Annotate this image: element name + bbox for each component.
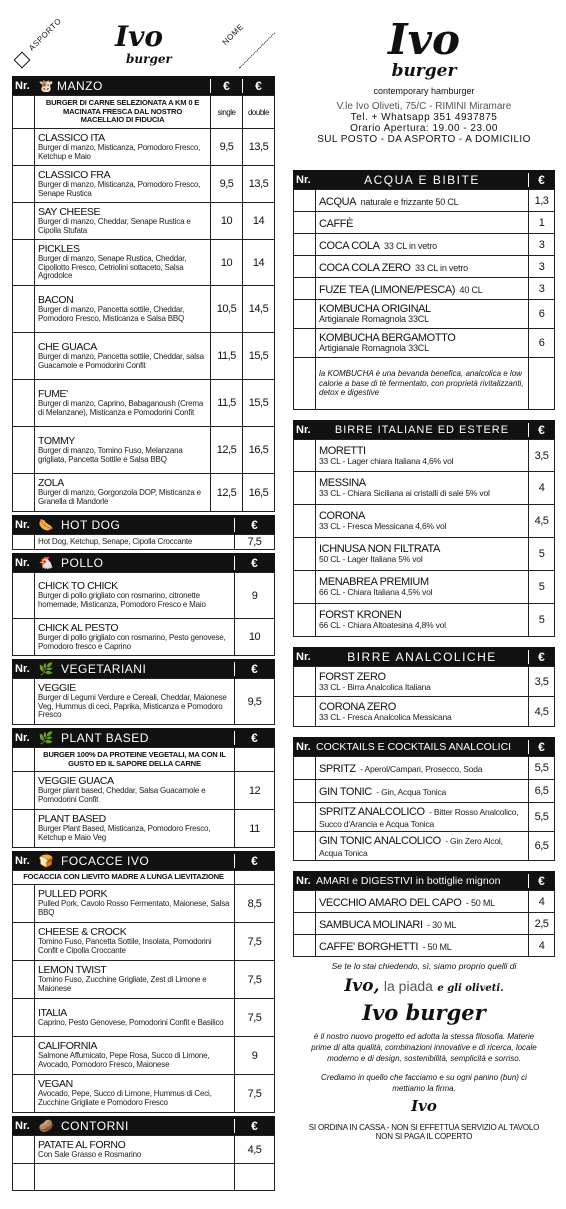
vegetariani-table <box>12 678 275 725</box>
item-desc: Burger di manzo, Senape Rustica, Cheddar, Cipollotto Fresco, Cetriolini sottaceto, Salsa Agrodolce <box>38 254 187 281</box>
price: 5 <box>529 538 555 571</box>
item-name: LEMON TWIST <box>38 964 107 977</box>
nr-label: Nr. <box>296 650 311 663</box>
contorni-table <box>12 1135 275 1191</box>
item-desc: 33 CL - Fresca Messicana 4,6% vol <box>319 521 447 532</box>
item-name: ITALIA <box>38 1006 67 1019</box>
item-name: COCA COLA <box>319 239 380 252</box>
nr-label: Nr. <box>15 731 30 744</box>
pollo-header <box>12 553 275 572</box>
footer-paragraph: è il nostro nuovo progetto ed adotta la stessa filosofia. Materie prime di alta qualità, combinazioni innovative e di ricerca, locale moderno e di design, sostenibilità, semplicità e sorriso. <box>311 1032 537 1063</box>
menu-item[interactable] <box>294 190 555 212</box>
item-desc: 33 CL in vetro <box>415 262 468 273</box>
focacce-header <box>12 851 275 870</box>
euro-icon: € <box>234 854 274 868</box>
price: 4 <box>529 891 555 913</box>
item-name: CLASSICO FRA <box>38 168 111 181</box>
price-double: 15,5 <box>243 333 275 380</box>
euro-icon: € <box>234 518 274 532</box>
section-title: CONTORNI <box>61 1118 129 1133</box>
menu-item[interactable] <box>13 129 275 166</box>
hours: Orario Apertura: 19.00 - 23.00 <box>350 123 498 134</box>
brand-sub: burger <box>391 61 457 81</box>
item-name: KOMBUCHA ORIGINAL <box>319 303 431 316</box>
euro-icon: € <box>528 173 554 187</box>
section-title: PLANT BASED <box>61 730 149 745</box>
item-name: SAMBUCA MOLINARI <box>319 918 423 931</box>
item-name: ICHNUSA NON FILTRATA <box>319 543 440 556</box>
menu-item[interactable] <box>13 772 275 810</box>
amari-table <box>293 890 555 957</box>
nr-label: Nr. <box>296 423 311 436</box>
footer <box>293 961 555 1141</box>
nr-label: Nr. <box>15 1119 30 1132</box>
cocktails-header <box>293 737 555 756</box>
euro-icon: € <box>242 79 274 93</box>
item-desc: Burger Plant Based, Misticanza, Pomodoro Fresco, Ketchup e Maio Veg <box>38 824 211 842</box>
manzo-table <box>12 95 275 512</box>
price-double: 14,5 <box>243 286 275 333</box>
hotdog-icon: 🌭 <box>38 517 54 532</box>
menu-item[interactable] <box>13 573 275 619</box>
footer-brand: Ivo burger <box>362 1000 486 1025</box>
nome-label: NOME <box>220 22 246 47</box>
footer-paragraph-2: Crediamo in quello che facciamo e su ogni panino (bun) ci mettiamo la firma. <box>321 1073 527 1093</box>
item-name: PULLED PORK <box>38 888 108 901</box>
menu-item[interactable] <box>13 885 275 923</box>
item-desc: Caprino, Pesto Genovese, Pomodorini Confit e Basilico <box>38 1017 224 1027</box>
nr-label: Nr. <box>15 662 30 675</box>
asporto-label: ASPORTO <box>27 16 64 53</box>
item-desc: Burger di manzo, Pancetta sottile, Cheddar, Pomodoro Fresco, Misticanza e Salsa BBQ <box>38 304 185 323</box>
price-double: 14 <box>243 203 275 240</box>
menu-item[interactable] <box>13 619 275 656</box>
footer-bottom-2: NON SI PAGA IL COPERTO <box>375 1132 473 1141</box>
price: 9 <box>235 573 275 619</box>
menu-item[interactable] <box>13 1136 275 1164</box>
price: 7,5 <box>235 961 275 999</box>
acqua-table <box>293 189 555 410</box>
item-desc: Burger di manzo, Cheddar, Senape Rustica e Cipolla Stufata <box>38 216 191 235</box>
item-name: CORONA <box>319 510 365 523</box>
leaf-icon: 🌿 <box>38 661 54 676</box>
footer-intro: Se te lo stai chiedendo, sì, siamo proprio quelli di <box>331 961 517 971</box>
item-desc: 66 CL - Chiara Altoatesina 4,8% vol <box>319 620 446 631</box>
section-title: FOCACCE IVO <box>61 853 150 868</box>
item-name: FUZE TEA (LIMONE/PESCA) <box>319 283 456 296</box>
price-single: 10,5 <box>211 286 243 333</box>
menu-item[interactable] <box>294 278 555 300</box>
item-desc: Artigianale Romagnola 33CL <box>319 343 429 354</box>
item-name: PICKLES <box>38 243 80 256</box>
signature: Ivo <box>411 1097 437 1115</box>
plant-header <box>12 728 275 747</box>
potato-icon: 🥔 <box>38 1118 54 1133</box>
footer-bottom-1: SI ORDINA IN CASSA - NON SI EFFETTUA SERVIZIO AL TAVOLO <box>308 1123 540 1132</box>
euro-icon: € <box>234 556 274 570</box>
item-name: FUME' <box>38 387 68 400</box>
menu-item[interactable] <box>294 913 555 935</box>
item-name: ACQUA <box>319 195 357 208</box>
price-single: 10 <box>211 240 243 286</box>
item-name: PLANT BASED <box>38 813 106 826</box>
euro-icon: € <box>528 650 554 664</box>
item-desc: Tomino Fuso, Zucchine Grigliate, Zest di Limone e Maionese <box>38 975 207 993</box>
contorni-header <box>12 1116 275 1135</box>
menu-item[interactable] <box>294 571 555 604</box>
ivo-word: Ivo, <box>344 976 380 996</box>
price: 6,5 <box>529 780 555 803</box>
section-title: VEGETARIANI <box>61 661 147 676</box>
price: 5 <box>529 604 555 637</box>
section-title: AMARI e DIGESTIVI in bottiglie mignon <box>316 874 501 887</box>
price: 10 <box>235 619 275 656</box>
price-single: 9,5 <box>211 129 243 166</box>
section-title: HOT DOG <box>61 517 121 532</box>
menu-item[interactable] <box>294 780 555 803</box>
section-title: ACQUA E BIBITE <box>364 172 480 187</box>
price-single: 12,5 <box>211 427 243 474</box>
item-desc: naturale e frizzante 50 CL <box>360 196 459 207</box>
menu-item[interactable] <box>13 961 275 999</box>
euro-icon: € <box>234 1119 274 1133</box>
brand-sub: burger <box>126 52 172 66</box>
item-desc: Burger plant based, Cheddar, Salsa Guacamole e Pomodorini Confit <box>38 786 206 804</box>
price: 6,5 <box>529 832 555 861</box>
price: 7,5 <box>235 535 275 550</box>
price: 6 <box>529 329 555 358</box>
price: 7,5 <box>235 999 275 1037</box>
price: 4,5 <box>529 697 555 727</box>
price-single: 9,5 <box>211 166 243 203</box>
item-desc: - Aperol/Campari, Prosecco, Soda <box>360 764 483 774</box>
double-label: double <box>243 96 275 129</box>
menu-item[interactable] <box>13 1037 275 1075</box>
price: 4,5 <box>529 505 555 538</box>
brand-logo: Ivo <box>387 15 461 64</box>
single-label: single <box>211 96 243 129</box>
price-double: 14 <box>243 240 275 286</box>
cow-icon: 🐮 <box>38 78 54 93</box>
menu-item[interactable] <box>294 300 555 329</box>
price: 3,5 <box>529 667 555 697</box>
item-name: CAFFE' BORGHETTI <box>319 940 418 953</box>
bread-icon: 🍞 <box>38 853 54 868</box>
footer-tagline <box>293 976 555 996</box>
price: 4 <box>529 472 555 505</box>
price-single: 10 <box>211 203 243 240</box>
menu-item[interactable] <box>294 329 555 358</box>
menu-item[interactable] <box>294 212 555 234</box>
price: 3 <box>529 234 555 256</box>
price: 3 <box>529 278 555 300</box>
asporto-checkbox[interactable] <box>14 52 31 69</box>
section-title: BIRRE ANALCOLICHE <box>347 649 497 664</box>
item-desc: Con Sale Grasso e Rosmarino <box>38 1149 142 1159</box>
item-desc: Burger di manzo, Gorgonzola DOP, Misticanza e Granella di Mandorle <box>38 488 201 506</box>
item-desc: 40 CL <box>459 284 483 295</box>
price: 4 <box>529 935 555 957</box>
nome-line <box>239 32 275 68</box>
item-desc: Hot Dog, Ketchup, Senape, Cipolla Croccante <box>38 536 193 546</box>
kombucha-note: la KOMBUCHA è una bevanda benefica, analcolica e low calorie a base di tè fermentato, con proprietà rivitalizzanti, detox e digestive <box>319 369 524 398</box>
item-desc: 50 CL - Lager Italiana 5% vol <box>319 554 423 565</box>
plant-note: BURGER 100% DA PROTEINE VEGETALI, MA CON IL GUSTO ED IL SAPORE DELLA CARNE <box>35 748 235 772</box>
right-header <box>293 0 555 170</box>
price: 3 <box>529 256 555 278</box>
price: 6 <box>529 300 555 329</box>
price-single: 11,5 <box>211 333 243 380</box>
phone: Tel. + Whatsapp 351 4937875 <box>350 112 498 123</box>
item-name: MORETTI <box>319 444 366 457</box>
manzo-header <box>12 76 275 95</box>
item-name: VEGAN <box>38 1078 73 1091</box>
address: V.le Ivo Oliveti, 75/C - RIMINI Miramare <box>336 101 512 112</box>
item-name: COCA COLA ZERO <box>319 261 411 274</box>
price-double: 13,5 <box>243 166 275 203</box>
item-name: SAY CHEESE <box>38 205 101 218</box>
section-title: BIRRE ITALIANE ED ESTERE <box>334 423 510 436</box>
item-name: SPRITZ <box>319 763 356 775</box>
item-name: BACON <box>38 293 74 306</box>
item-desc: Avocado, Pepe, Succo di Limone, Hummus di Ceci, Zucchine Grigliate e Pomodoro Fresco <box>38 1089 212 1107</box>
price-double: 13,5 <box>243 129 275 166</box>
item-name: TOMMY <box>38 434 75 447</box>
left-header <box>12 0 275 76</box>
item-desc: Burger di manzo, Caprino, Babaganoush (Crema di Melanzane), Misticanza e Pomodorini Confit <box>38 398 204 417</box>
item-name: VEGGIE GUACA <box>38 775 114 788</box>
item-desc: - Gin Zero Alcol, Acqua Tonica <box>319 835 503 858</box>
item-name: SPRITZ ANALCOLICO <box>319 805 425 818</box>
item-desc: Artigianale Romagnola 33CL <box>319 314 429 325</box>
brand-logo: Ivo <box>115 20 164 53</box>
empty-row <box>13 1164 275 1191</box>
acqua-header <box>293 170 555 189</box>
service: SUL POSTO - DA ASPORTO - A DOMICILIO <box>317 134 531 145</box>
birre-table <box>293 439 555 637</box>
hotdog-header <box>12 515 275 534</box>
item-name: CLASSICO ITA <box>38 131 105 144</box>
item-desc: Pulled Pork, Cavolo Rosso Fermentato, Maionese, Salsa BBQ <box>38 899 230 917</box>
nr-label: Nr. <box>15 556 30 569</box>
item-name: KOMBUCHA BERGAMOTTO <box>319 332 456 345</box>
menu-item[interactable] <box>13 240 275 286</box>
left-column <box>12 0 275 1191</box>
item-name: MESSINA <box>319 477 366 490</box>
item-desc: - Gin, Acqua Tonica <box>376 787 447 797</box>
menu-item[interactable] <box>13 535 275 550</box>
item-name: CHICK TO CHICK <box>38 580 118 593</box>
chicken-icon: 🐔 <box>38 555 54 570</box>
menu-item[interactable] <box>294 935 555 957</box>
amari-header <box>293 871 555 890</box>
euro-icon: € <box>528 874 554 888</box>
euro-icon: € <box>210 79 242 93</box>
piada-word: la piada <box>383 978 433 994</box>
vegetariani-header <box>12 659 275 678</box>
price-single: 12,5 <box>211 474 243 512</box>
item-desc: Burger di pollo grigliato con rosmarino, Pesto genovese, Pomodoro fresco e Caprino <box>38 632 226 651</box>
item-name: CHEESE & CROCK <box>38 926 127 939</box>
item-name: CHICK AL PESTO <box>38 621 119 634</box>
item-desc: Burger di manzo, Misticanza, Pomodoro Fresco, Ketchup e Maio <box>38 142 201 161</box>
item-name: FORST KRONEN <box>319 609 402 622</box>
item-desc: Burger di Legumi Verdure e Cereali, Cheddar, Maionese Veg, Hummus di ceci, Paprika, Misticanza e Pomodoro Fresco <box>38 693 227 720</box>
euro-icon: € <box>528 740 554 754</box>
price: 7,5 <box>235 923 275 961</box>
plant-table <box>12 747 275 848</box>
price-double: 16,5 <box>243 474 275 512</box>
item-desc: Tomino Fuso, Pancetta Sottile, Insolata, Pomodorini Confit e Cipolla Croccante <box>38 937 212 955</box>
item-name: MENABREA PREMIUM <box>319 576 429 589</box>
birre-header <box>293 420 555 439</box>
price-single: 11,5 <box>211 380 243 427</box>
section-title: MANZO <box>57 78 103 93</box>
item-desc: 33 CL - Chiara Siciliana ai cristalli di sale 5% vol <box>319 488 490 499</box>
item-name: VECCHIO AMARO DEL CAPO <box>319 896 462 909</box>
item-desc: - 50 ML <box>465 897 495 908</box>
tagline: contemporary hamburger <box>373 86 475 96</box>
price: 11 <box>235 810 275 848</box>
item-desc: 33 CL in vetro <box>384 240 437 251</box>
item-name: PATATE AL FORNO <box>38 1138 126 1151</box>
leaf-icon: 🌿 <box>38 730 54 745</box>
menu-item[interactable] <box>294 757 555 780</box>
price: 8,5 <box>235 885 275 923</box>
focacce-table <box>12 870 275 1113</box>
price-double: 16,5 <box>243 427 275 474</box>
item-name: GIN TONIC ANALCOLICO <box>319 834 441 847</box>
hotdog-table <box>12 534 275 550</box>
menu-item[interactable] <box>13 1075 275 1113</box>
item-name: CAFFÈ <box>319 217 354 230</box>
nr-label: Nr. <box>15 79 30 92</box>
menu-item[interactable] <box>294 472 555 505</box>
pollo-table <box>12 572 275 656</box>
price: 9,5 <box>235 679 275 725</box>
price: 2,5 <box>529 913 555 935</box>
item-name: CHE GUACA <box>38 340 97 353</box>
menu-item[interactable] <box>13 380 275 427</box>
focacce-note: FOCACCIA CON LIEVITO MADRE A LUNGA LIEVITAZIONE <box>13 871 235 885</box>
price: 1,3 <box>529 190 555 212</box>
item-desc: Salmone Affumicato, Pepe Rosa, Succo di Limone, Avocado, Pomodoro Fresco, Maionese <box>38 1051 210 1069</box>
item-desc: 33 CL - Birra Analcolica Italiana <box>319 681 431 692</box>
price: 4,5 <box>235 1136 275 1164</box>
menu-item[interactable] <box>13 474 275 512</box>
menu-item[interactable] <box>294 891 555 913</box>
menu-item[interactable] <box>13 203 275 240</box>
menu-item[interactable] <box>294 234 555 256</box>
nr-label: Nr. <box>15 518 30 531</box>
menu-item[interactable] <box>13 999 275 1037</box>
nr-label: Nr. <box>15 854 30 867</box>
item-desc: 33 CL - Fresca Analcolica Messicana <box>319 711 452 722</box>
price-double: 15,5 <box>243 380 275 427</box>
menu-item[interactable] <box>13 286 275 333</box>
item-desc: Burger di manzo, Misticanza, Pomodoro Fresco, Senape Rustica <box>38 179 201 198</box>
price: 9 <box>235 1037 275 1075</box>
menu-item[interactable] <box>294 604 555 637</box>
price: 7,5 <box>235 1075 275 1113</box>
item-desc: Burger di pollo grigliato con rosmarino, citronette homemade, Misticanza, Pomodoro Fresco e Maio <box>38 591 206 609</box>
nr-label: Nr. <box>296 874 311 887</box>
menu-item[interactable] <box>13 679 275 725</box>
item-name: ZOLA <box>38 477 64 490</box>
item-name: CALIFORNIA <box>38 1040 98 1053</box>
item-desc: Burger di manzo, Tomino Fuso, Melanzana grigliata, Pancetta Sottile e Salsa BBQ <box>38 445 183 464</box>
item-desc: Burger di manzo, Pancetta sottile, Cheddar, salsa Guacamole e Pomodorini Confit <box>38 351 204 370</box>
menu-item[interactable] <box>294 505 555 538</box>
menu-item[interactable] <box>294 538 555 571</box>
price: 5,5 <box>529 757 555 780</box>
cocktails-table <box>293 756 555 861</box>
section-title: COCKTAILS E COCKTAILS ANALCOLICI <box>316 740 512 753</box>
menu-item[interactable] <box>13 923 275 961</box>
price: 12 <box>235 772 275 810</box>
item-desc: 66 CL - Chiara Italiana 4,5% vol <box>319 587 433 598</box>
item-name: FORST ZERO <box>319 670 386 683</box>
analcoliche-header <box>293 647 555 666</box>
price: 5 <box>529 571 555 604</box>
menu-item[interactable] <box>294 697 555 727</box>
menu-item[interactable] <box>294 256 555 278</box>
menu-item[interactable] <box>13 427 275 474</box>
analcoliche-table <box>293 666 555 727</box>
item-name: VEGGIE <box>38 682 76 695</box>
item-desc: - 30 ML <box>427 919 457 930</box>
euro-icon: € <box>528 423 554 437</box>
menu-item[interactable] <box>294 440 555 472</box>
price: 1 <box>529 212 555 234</box>
euro-icon: € <box>234 731 274 745</box>
section-title: POLLO <box>61 555 104 570</box>
menu-item[interactable] <box>294 803 555 832</box>
manzo-note: BURGER DI CARNE SELEZIONATA A KM 0 E MACINATA FRESCA DAL NOSTRO MACELLAIO DI FIDUCIA <box>35 96 211 129</box>
menu-item[interactable] <box>13 333 275 380</box>
nr-label: Nr. <box>296 173 311 186</box>
oliveti-word: e gli oliveti. <box>437 983 504 994</box>
item-desc: - Bitter Rosso Analcolico, Succo d'Arancia e Acqua Tonica <box>319 806 519 829</box>
price: 3,5 <box>529 440 555 472</box>
menu-item[interactable] <box>294 667 555 697</box>
item-name: CORONA ZERO <box>319 700 396 713</box>
menu-item[interactable] <box>294 832 555 861</box>
right-column <box>293 0 555 1141</box>
price: 5,5 <box>529 803 555 832</box>
item-desc: - 50 ML <box>422 941 452 952</box>
item-name: GIN TONIC <box>319 786 372 798</box>
menu-item[interactable] <box>13 810 275 848</box>
nr-label: Nr. <box>296 740 311 753</box>
euro-icon: € <box>234 662 274 676</box>
item-desc: 33 CL - Lager chiara Italiana 4,6% vol <box>319 455 454 466</box>
menu-item[interactable] <box>13 166 275 203</box>
